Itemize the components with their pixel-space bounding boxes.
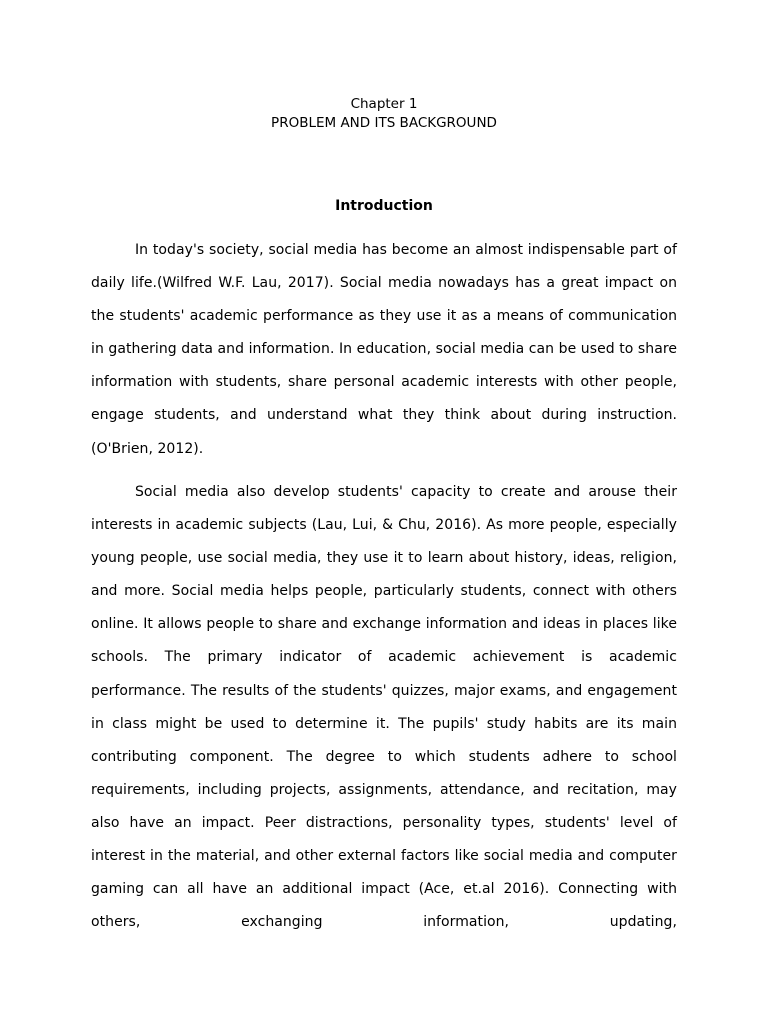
- section-heading: Introduction: [335, 198, 433, 214]
- paragraph-2-text: Social media also develop students' capacity to create and arouse their interests in academic subjects (Lau, Lui, & Chu, 2016). As more people, especially young people, use social media, they use it to learn about history, ideas, religion, and more. Social media helps people, particularly students, connect with others online. It allows people to share and exchange information and ideas in places like schools. The primary indicator of academic achievement is academic performance. The results of the students' quizzes, major exams, and engagement in class might be used to determine it. The pupils' study habits are its main contributing component. The degree to which students adhere to school requirements, including projects, assignments, attendance, and recitation, may also have an impact. Peer distractions, personality types, students' level of interest in the material, and other external factors like social media and computer gaming can all have an additional impact (Ace, et.al 2016). Connecting with others, exchanging information, updating,: [91, 484, 677, 931]
- chapter-label: Chapter 1: [350, 96, 418, 112]
- paragraph-1-text: In today's society, social media has become an almost indispensable part of daily life.(Wilfred W.F. Lau, 2017). Social media nowadays has a great impact on the students' academic performance as they use it as a means of communication in gathering data and information. In education, social media can be used to share information with students, share personal academic interests with other people, engage students, and understand what they think about during instruction. (O'Brien, 2012).: [91, 242, 677, 457]
- paragraph-2: [91, 476, 677, 972]
- chapter-title: PROBLEM AND ITS BACKGROUND: [271, 115, 497, 131]
- paragraph-1: [91, 234, 677, 466]
